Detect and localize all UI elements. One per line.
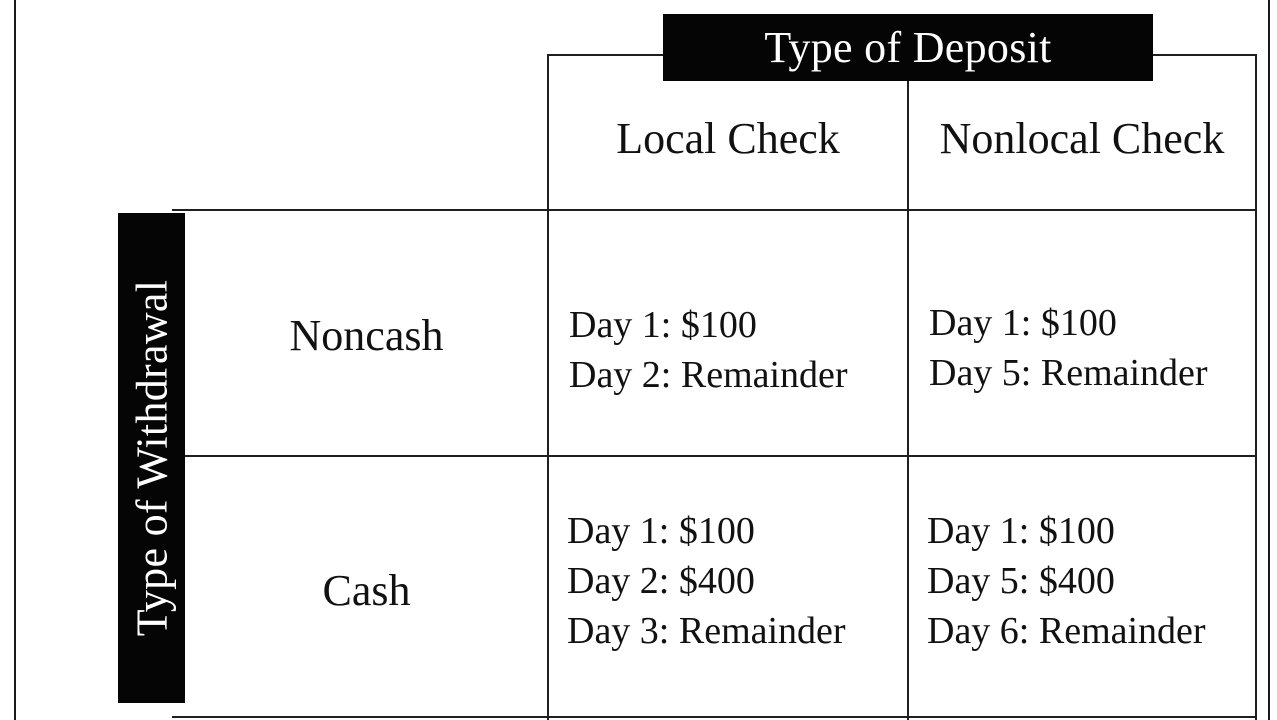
cell-line: Day 6: Remainder [927,610,1206,652]
cell-line: Day 2: Remainder [569,354,848,396]
cell-line: Day 3: Remainder [567,610,846,652]
cell-line: Day 5: $400 [927,560,1115,602]
row-axis-title: Type of Withdrawal [127,279,176,637]
row-axis-title-box [118,213,185,703]
row-label-noncash: Noncash [289,310,444,360]
cell-line: Day 1: $100 [569,304,757,346]
frame-left-border [14,0,16,720]
cell-line: Day 2: $400 [567,560,755,602]
column-axis-title: Type of Deposit [663,14,1153,81]
cell-line: Day 1: $100 [929,302,1117,344]
grid-middle-line [172,455,1257,457]
column-label-nonlocal-check: Nonlocal Check [939,113,1225,163]
cell-cash-local [567,506,846,656]
frame-right-border [1268,0,1270,720]
cell-cash-nonlocal [927,506,1206,656]
column-label-local-check: Local Check [616,113,840,163]
cell-noncash-local [569,300,848,400]
cell-noncash-nonlocal [929,298,1208,398]
row-label-cash: Cash [322,565,411,615]
cell-line: Day 1: $100 [927,510,1115,552]
grid-bottom-line [172,716,1257,718]
grid-col-line-3 [1255,54,1257,720]
cell-line: Day 5: Remainder [929,352,1208,394]
cell-line: Day 1: $100 [567,510,755,552]
grid-header-bottom-line [172,209,1257,211]
